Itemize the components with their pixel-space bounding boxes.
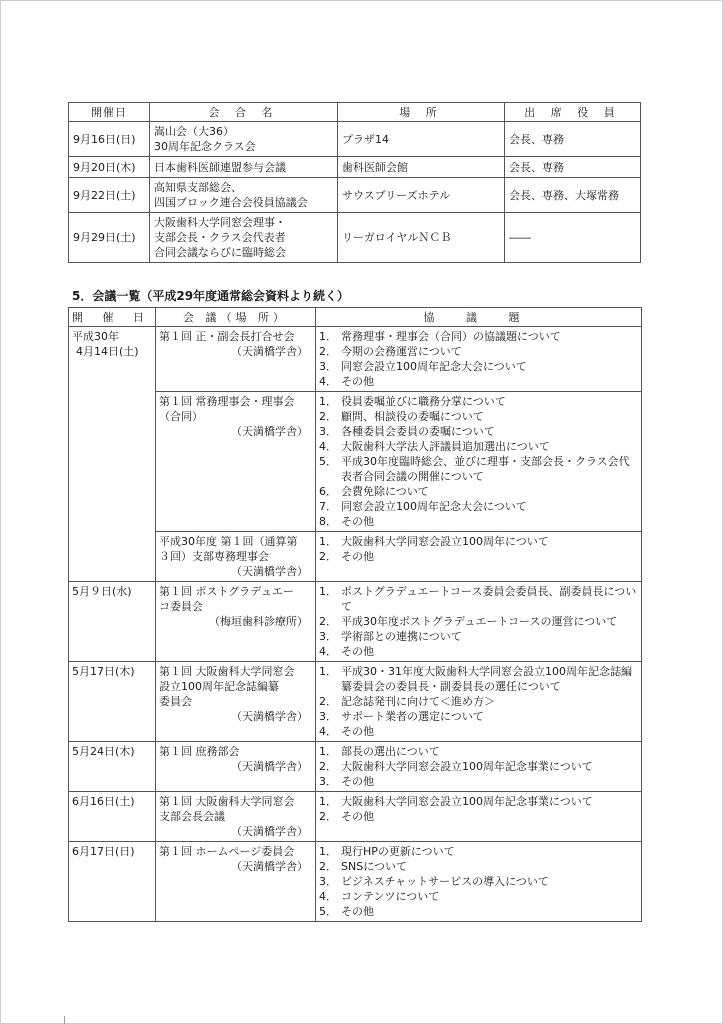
topic-number: 5． xyxy=(319,905,337,918)
topic-number: 1． xyxy=(319,795,337,808)
meeting-cell xyxy=(156,392,316,532)
attendees-cell: 会長、専務 xyxy=(505,157,641,178)
topic-text: その他 xyxy=(341,810,374,823)
meetings-table-body xyxy=(69,327,642,922)
meeting-name: コ委員会 xyxy=(159,600,203,613)
meeting-name: 第１回 庶務部会 xyxy=(159,745,240,758)
topics-cell xyxy=(316,842,642,922)
meeting-name: 設立100周年記念誌編纂 xyxy=(159,680,279,693)
table-row xyxy=(69,122,641,157)
attendees-cell: 会長、専務、大塚常務 xyxy=(505,178,641,213)
meeting-place: （天満橋学舎） xyxy=(231,710,308,723)
topic-text: 顧問、相談役の委嘱について xyxy=(341,410,484,423)
topic-text: 同窓会設立100周年記念大会について xyxy=(341,500,527,513)
topic-number: 4． xyxy=(319,375,337,388)
date-cell: 6月17日(日) xyxy=(69,842,156,922)
topic-number: 3． xyxy=(319,360,337,373)
header-date: 開催日 xyxy=(69,103,150,122)
topic-item xyxy=(319,614,638,629)
topic-number: 3． xyxy=(319,875,337,888)
date-cell: 5月24日(木) xyxy=(69,742,156,792)
meeting-name: 委員会 xyxy=(159,695,192,708)
topic-number: 2． xyxy=(319,810,337,823)
table-row xyxy=(69,662,642,742)
topic-text: ビジネスチャットサービスの導入について xyxy=(341,875,549,888)
topics-cell xyxy=(316,392,642,532)
topic-text: 大阪歯科大学同窓会設立100周年記念事業について xyxy=(341,760,593,773)
topic-text: 同窓会設立100周年記念大会について xyxy=(341,360,527,373)
topic-item xyxy=(319,709,638,724)
meeting-name: 平成30年度 第１回（通算第 xyxy=(159,535,298,548)
topic-text: 平成30年度臨時総会、並びに理事・支部会長・クラス会代表者合同会議の開催について xyxy=(341,455,630,483)
table-row xyxy=(69,582,642,662)
topic-number: 5． xyxy=(319,455,337,468)
topic-number: 3． xyxy=(319,775,337,788)
topic-text: 平成30年度ポストグラデュエートコースの運営について xyxy=(341,615,618,628)
topic-item xyxy=(319,874,638,889)
meeting-place: （天満橋学舎） xyxy=(231,825,308,838)
topic-item xyxy=(319,499,638,514)
date-cell: 9月29日(土) xyxy=(69,213,150,263)
meeting-name-cell: 大阪歯科大学同窓会理事・ 支部会長・クラス会代表者 合同会議ならびに臨時総会 xyxy=(150,213,338,263)
date-cell: 5月９日(水) xyxy=(69,582,156,662)
meeting-name: 第１回 常務理事会・理事会 xyxy=(159,395,295,408)
topic-number: 1． xyxy=(319,535,337,548)
topic-text: コンテンツについて xyxy=(341,890,440,903)
topic-item xyxy=(319,774,638,789)
topics-cell xyxy=(316,327,642,392)
topic-item xyxy=(319,724,638,739)
meeting-name: ３回）支部専務理事会 xyxy=(159,550,269,563)
topic-number: 2． xyxy=(319,695,337,708)
topic-number: 2． xyxy=(319,410,337,423)
topic-number: 4． xyxy=(319,725,337,738)
meeting-name-cell: 嵩山会（大36） 30周年記念クラス会 xyxy=(150,122,338,157)
topic-number: 7． xyxy=(319,500,337,513)
meeting-name-cell: 高知県支部総会、 四国ブロック連合会役員協議会 xyxy=(150,178,338,213)
topic-item xyxy=(319,664,638,694)
meeting-cell xyxy=(156,662,316,742)
meeting-cell xyxy=(156,842,316,922)
meeting-name: 第１回 大阪歯科大学同窓会 xyxy=(159,795,295,808)
topic-number: 3． xyxy=(319,425,337,438)
header-attendees: 出 席 役 員 xyxy=(505,103,641,122)
attendees-cell: ―― xyxy=(505,213,641,263)
topic-text: 大阪歯科大学同窓会設立100周年について xyxy=(341,535,549,548)
header-topics: 協 議 題 xyxy=(316,308,642,327)
table-row xyxy=(69,178,641,213)
topic-item xyxy=(319,889,638,904)
table-row xyxy=(69,792,642,842)
topic-number: 2． xyxy=(319,550,337,563)
topic-number: 2． xyxy=(319,760,337,773)
topic-text: 常務理事・理事会（合同）の協議題について xyxy=(341,330,561,343)
meeting-cell xyxy=(156,792,316,842)
topics-cell xyxy=(316,742,642,792)
topic-text: 今期の会務運営について xyxy=(341,345,462,358)
meeting-cell xyxy=(156,582,316,662)
meeting-place: （天満橋学舎） xyxy=(231,425,308,438)
topic-number: 6． xyxy=(319,485,337,498)
meeting-name-cell: 日本歯科医師連盟参与会議 xyxy=(150,157,338,178)
attendees-cell: 会長、専務 xyxy=(505,122,641,157)
topic-number: 1． xyxy=(319,745,337,758)
meeting-cell xyxy=(156,327,316,392)
date-cell: 9月20日(木) xyxy=(69,157,150,178)
topic-item xyxy=(319,374,638,389)
header-meeting: 会 議（場 所） xyxy=(156,308,316,327)
meeting-name: 第１回 ポストグラデュエー xyxy=(159,585,294,598)
topic-number: 1． xyxy=(319,665,337,678)
topic-item xyxy=(319,409,638,424)
topic-item xyxy=(319,809,638,824)
topic-item xyxy=(319,344,638,359)
header-place: 場 所 xyxy=(338,103,505,122)
topic-text: 記念誌発刊に向けて＜進め方＞ xyxy=(341,695,495,708)
topic-number: 1． xyxy=(319,330,337,343)
topic-item xyxy=(319,859,638,874)
topic-number: 2． xyxy=(319,615,337,628)
date-cell: 5月17日(木) xyxy=(69,662,156,742)
topic-number: 1． xyxy=(319,585,337,598)
table-row xyxy=(69,213,641,263)
topic-item xyxy=(319,584,638,614)
topic-item xyxy=(319,629,638,644)
page-mark xyxy=(64,1016,65,1024)
topic-number: 8． xyxy=(319,515,337,528)
meeting-place: （天満橋学舎） xyxy=(231,565,308,578)
topic-text: SNSについて xyxy=(341,860,407,873)
topic-item xyxy=(319,484,638,499)
table-row xyxy=(69,157,641,178)
topic-text: その他 xyxy=(341,725,374,738)
topic-text: ポストグラデュエートコース委員会委員長、副委員長について xyxy=(341,585,637,613)
topic-item xyxy=(319,454,638,484)
meeting-place: （天満橋学舎） xyxy=(231,760,308,773)
date-cell: 9月22日(土) xyxy=(69,178,150,213)
topic-text: 学術部との連携について xyxy=(341,630,462,643)
topic-number: 1． xyxy=(319,845,337,858)
table-row xyxy=(69,327,642,392)
topic-text: 大阪歯科大学法人評議員追加選出について xyxy=(341,440,550,453)
topic-item xyxy=(319,424,638,439)
topic-item xyxy=(319,844,638,859)
place-cell: 歯科医師会館 xyxy=(338,157,505,178)
topic-text: 部長の選出について xyxy=(341,745,440,758)
date-cell: 平成30年 4月14日(土) xyxy=(69,327,156,582)
topic-number: 4． xyxy=(319,440,337,453)
topic-number: 2． xyxy=(319,345,337,358)
topics-cell xyxy=(316,792,642,842)
topic-item xyxy=(319,694,638,709)
topic-text: 各種委員会委員の委嘱について xyxy=(341,425,495,438)
topic-item xyxy=(319,329,638,344)
topic-item xyxy=(319,904,638,919)
topic-item xyxy=(319,794,638,809)
place-cell: リーガロイヤルＮＣＢ xyxy=(338,213,505,263)
header-meeting-name: 会 合 名 xyxy=(150,103,338,122)
topic-text: その他 xyxy=(341,550,374,563)
topic-number: 3． xyxy=(319,710,337,723)
meeting-name: 第１回 ホームページ委員会 xyxy=(159,845,295,858)
topic-item xyxy=(319,744,638,759)
topics-cell xyxy=(316,532,642,582)
place-cell: サウスブリーズホテル xyxy=(338,178,505,213)
topic-item xyxy=(319,359,638,374)
section-heading: 5．会議一覧（平成29年度通常総会資料より続く） xyxy=(72,289,350,303)
topic-text: 大阪歯科大学同窓会設立100周年記念事業について xyxy=(341,795,593,808)
meeting-place: （天満橋学舎） xyxy=(231,345,308,358)
meeting-place: （梅垣歯科診療所） xyxy=(209,615,308,628)
meeting-cell xyxy=(156,532,316,582)
topic-text: 会費免除について xyxy=(341,485,429,498)
date-cell: 9月16日(日) xyxy=(69,122,150,157)
attendance-table xyxy=(68,102,641,263)
topic-item xyxy=(319,644,638,659)
topic-text: その他 xyxy=(341,645,374,658)
topic-text: その他 xyxy=(341,775,374,788)
topic-text: 現行HPの更新について xyxy=(341,845,455,858)
topic-number: 2． xyxy=(319,860,337,873)
topics-cell xyxy=(316,662,642,742)
topic-item xyxy=(319,439,638,454)
topic-item xyxy=(319,514,638,529)
topic-item xyxy=(319,549,638,564)
meeting-name: （合同） xyxy=(159,410,203,423)
topic-number: 4． xyxy=(319,645,337,658)
meeting-place: （天満橋学舎） xyxy=(231,860,308,873)
date-cell: 6月16日(土) xyxy=(69,792,156,842)
topic-text: その他 xyxy=(341,515,374,528)
topic-text: 役員委嘱並びに職務分掌について xyxy=(341,395,506,408)
topic-number: 3． xyxy=(319,630,337,643)
table-row xyxy=(69,842,642,922)
topics-cell xyxy=(316,582,642,662)
header-date: 開 催 日 xyxy=(69,308,156,327)
meeting-cell xyxy=(156,742,316,792)
topic-item xyxy=(319,759,638,774)
topic-item xyxy=(319,394,638,409)
meeting-name: 第１回 大阪歯科大学同窓会 xyxy=(159,665,295,678)
place-cell: プラザ14 xyxy=(338,122,505,157)
topic-item xyxy=(319,534,638,549)
topic-text: 平成30・31年度大阪歯科大学同窓会設立100周年記念誌編纂委員会の委員長・副委員長の選任について xyxy=(341,665,632,693)
topic-text: その他 xyxy=(341,375,374,388)
meeting-name: 第１回 正・副会長打合せ会 xyxy=(159,330,295,343)
topic-text: その他 xyxy=(341,905,374,918)
meetings-table xyxy=(68,307,642,922)
topic-number: 4． xyxy=(319,890,337,903)
topic-text: サポート業者の選定について xyxy=(341,710,484,723)
table-row xyxy=(69,742,642,792)
topic-number: 1． xyxy=(319,395,337,408)
meeting-name: 支部会長会議 xyxy=(159,810,225,823)
